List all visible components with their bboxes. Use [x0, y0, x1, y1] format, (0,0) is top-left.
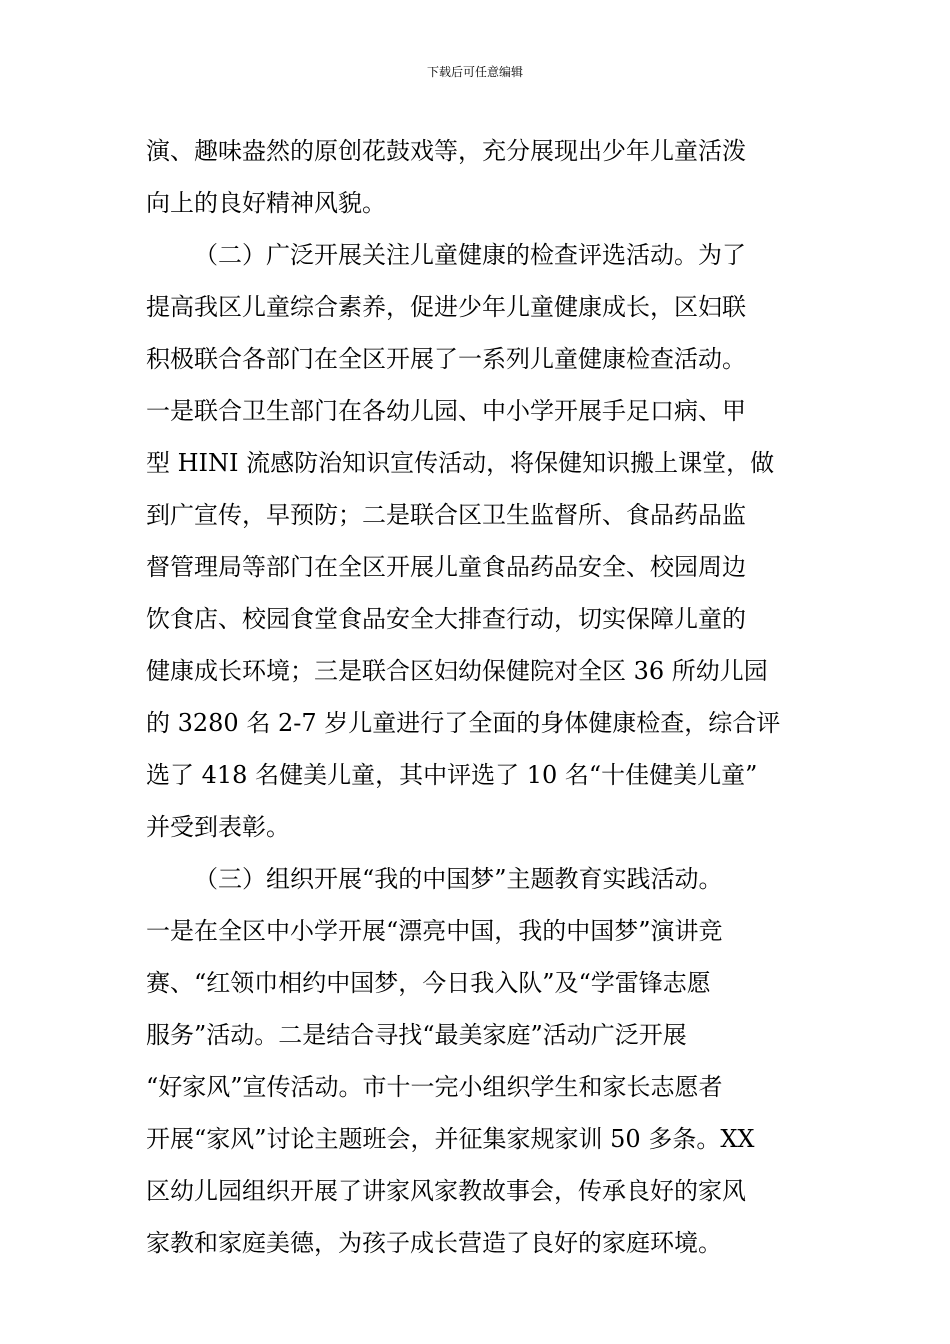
- text-line: 并受到表彰。: [146, 813, 290, 841]
- text-line: 开展“家风”讨论主题班会，并征集家规家训 50 多条。XX: [146, 1125, 755, 1153]
- text-line: 健康成长环境；三是联合区妇幼保健院对全区 36 所幼儿园: [146, 657, 768, 685]
- text-line: 服务”活动。二是结合寻找“最美家庭”活动广泛开展: [146, 1021, 687, 1049]
- text-line: 到广宣传，早预防；二是联合区卫生监督所、食品药品监: [146, 501, 746, 529]
- text-line: 饮食店、校园食堂食品安全大排查行动，切实保障儿童的: [146, 605, 746, 633]
- text-line: 积极联合各部门在全区开展了一系列儿童健康检查活动。: [146, 345, 746, 373]
- text-line: 的 3280 名 2-7 岁儿童进行了全面的身体健康检查，综合评: [146, 709, 781, 737]
- text-line: 选了 418 名健美儿童，其中评选了 10 名“十佳健美儿童”: [146, 761, 758, 789]
- text-line: “好家风”宣传活动。市十一完小组织学生和家长志愿者: [146, 1073, 723, 1101]
- text-line: 提高我区儿童综合素养，促进少年儿童健康成长，区妇联: [146, 293, 746, 321]
- text-line: 赛、“红领巾相约中国梦，今日我入队”及“学雷锋志愿: [146, 969, 711, 997]
- text-line: 向上的良好精神风貌。: [146, 189, 386, 217]
- text-line: 演、趣味盎然的原创花鼓戏等，充分展现出少年儿童活泼: [146, 137, 746, 165]
- paragraph-heading-line: （三）组织开展“我的中国梦”主题教育实践活动。: [194, 865, 723, 893]
- text-line: 督管理局等部门在全区开展儿童食品药品安全、校园周边: [146, 553, 746, 581]
- paragraph-heading-line: （二）广泛开展关注儿童健康的检查评选活动。为了: [194, 241, 746, 269]
- document-body: [146, 125, 808, 1269]
- text-line: 型 HINI 流感防治知识宣传活动，将保健知识搬上课堂，做: [146, 449, 775, 477]
- text-line: 区幼儿园组织开展了讲家风家教故事会，传承良好的家风: [146, 1177, 746, 1205]
- page-header-note: 下载后可任意编辑: [426, 65, 523, 79]
- text-line: 一是联合卫生部门在各幼儿园、中小学开展手足口病、甲: [146, 397, 746, 425]
- text-line: 一是在全区中小学开展“漂亮中国，我的中国梦”演讲竞: [146, 917, 723, 945]
- text-line: 家教和家庭美德，为孩子成长营造了良好的家庭环境。: [146, 1229, 722, 1257]
